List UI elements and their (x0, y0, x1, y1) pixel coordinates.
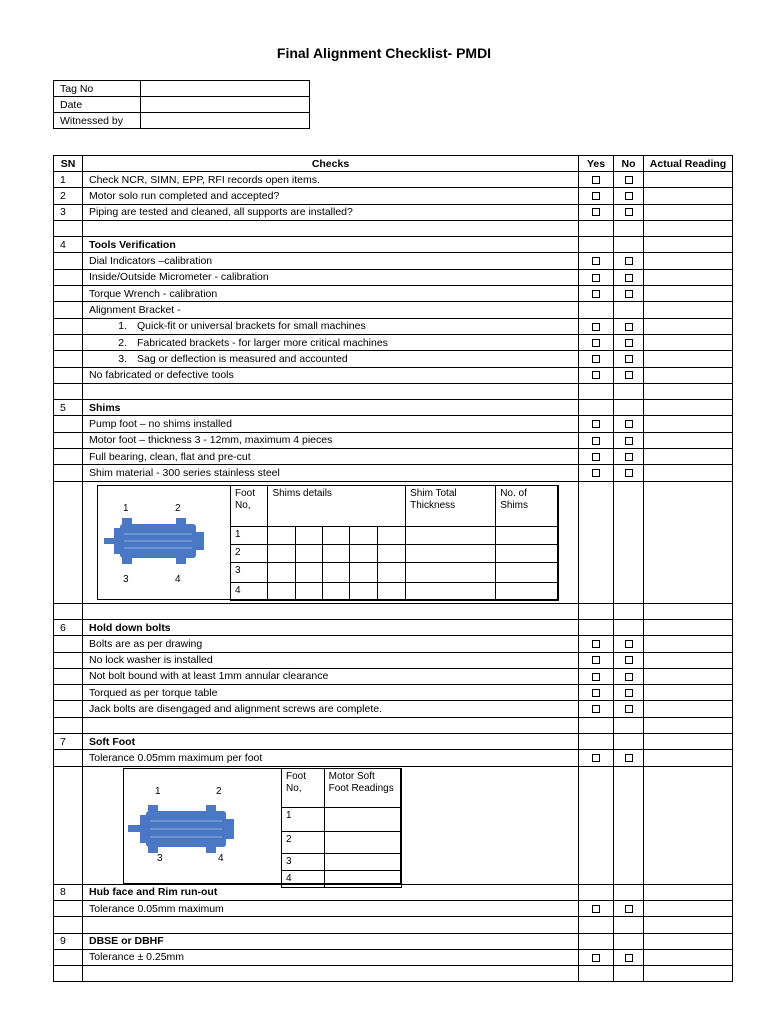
checkbox-icon[interactable] (625, 453, 633, 461)
yes-cell[interactable] (579, 286, 614, 302)
check-text: Jack bolts are disengaged and alignment screws are complete. (83, 701, 579, 717)
foot-no: 1 (282, 807, 325, 831)
no-cell[interactable] (614, 253, 644, 269)
soft-foot-figure (123, 768, 401, 884)
no-cell[interactable] (614, 465, 644, 481)
table-row (54, 701, 733, 717)
actual-reading-cell[interactable] (644, 900, 733, 916)
shim-row (231, 582, 559, 600)
table-row (54, 302, 733, 318)
check-text: Alignment Bracket - (83, 302, 579, 318)
checkbox-icon[interactable] (625, 954, 633, 962)
foot-no: 1 (231, 526, 268, 544)
checkbox-icon[interactable] (625, 673, 633, 681)
spacer-row (54, 383, 733, 399)
foot-no: 2 (231, 544, 268, 562)
checkbox-icon[interactable] (625, 290, 633, 298)
checkbox-icon[interactable] (592, 469, 600, 477)
actual-reading-cell[interactable] (644, 253, 733, 269)
actual-reading-cell[interactable] (644, 750, 733, 766)
check-text: Motor solo run completed and accepted? (83, 188, 579, 204)
row-sn: 8 (54, 884, 83, 900)
no-cell[interactable] (614, 449, 644, 465)
check-text: Piping are tested and cleaned, all supports are installed? (83, 204, 579, 220)
no-cell[interactable] (614, 668, 644, 684)
yes-cell[interactable] (579, 188, 614, 204)
table-row (54, 652, 733, 668)
check-text: Not bolt bound with at least 1mm annular clearance (83, 668, 579, 684)
checkbox-icon[interactable] (592, 656, 600, 664)
no-cell[interactable] (614, 351, 644, 367)
checkbox-icon[interactable] (625, 355, 633, 363)
checkbox-icon[interactable] (592, 192, 600, 200)
section-title: Hub face and Rim run-out (83, 884, 579, 900)
checkbox-icon[interactable] (625, 420, 633, 428)
no-cell[interactable] (614, 652, 644, 668)
spacer-row (54, 603, 733, 619)
actual-reading-cell[interactable] (644, 204, 733, 220)
check-text: Bolts are as per drawing (83, 636, 579, 652)
table-row (54, 685, 733, 701)
checkbox-icon[interactable] (625, 656, 633, 664)
yes-cell[interactable] (579, 685, 614, 701)
actual-reading-cell[interactable] (644, 668, 733, 684)
spacer-row (54, 917, 733, 933)
actual-reading-cell[interactable] (644, 367, 733, 383)
yes-cell[interactable] (579, 668, 614, 684)
table-row (54, 949, 733, 965)
checkbox-icon[interactable] (625, 754, 633, 762)
header-no: No (614, 156, 644, 172)
shims-table (230, 485, 559, 601)
checkbox-icon[interactable] (592, 754, 600, 762)
spacer-row (54, 717, 733, 733)
table-row (54, 253, 733, 269)
checkbox-icon[interactable] (625, 176, 633, 184)
yes-cell[interactable] (579, 269, 614, 285)
checkbox-icon[interactable] (625, 274, 633, 282)
table-row (54, 416, 733, 432)
checkbox-icon[interactable] (625, 323, 633, 331)
actual-reading-cell[interactable] (644, 449, 733, 465)
tag-no-field[interactable] (140, 81, 309, 97)
no-cell[interactable] (614, 204, 644, 220)
no-cell[interactable] (614, 701, 644, 717)
foot-label: 3 (123, 573, 129, 585)
checkbox-icon[interactable] (625, 640, 633, 648)
motor-icon (124, 779, 254, 879)
yes-cell[interactable] (579, 334, 614, 350)
no-cell[interactable] (614, 269, 644, 285)
table-row (54, 318, 733, 334)
check-text: Inside/Outside Micrometer - calibration (83, 269, 579, 285)
actual-reading-cell[interactable] (644, 172, 733, 188)
check-text: Check NCR, SIMN, EPP, RFI records open items. (83, 172, 579, 188)
checkbox-icon[interactable] (625, 371, 633, 379)
checkbox-icon[interactable] (592, 705, 600, 713)
shim-row (231, 526, 559, 544)
actual-reading-cell[interactable] (644, 318, 733, 334)
table-row (54, 432, 733, 448)
row-sn: 6 (54, 619, 83, 635)
checkbox-icon[interactable] (592, 208, 600, 216)
foot-label: 3 (157, 852, 163, 864)
actual-reading-cell[interactable] (644, 416, 733, 432)
table-row (54, 351, 733, 367)
no-cell[interactable] (614, 334, 644, 350)
col-count-header: No. of Shims (496, 485, 559, 526)
checkbox-icon[interactable] (592, 371, 600, 379)
table-row (54, 750, 733, 766)
section-header-row (54, 619, 733, 635)
checkbox-icon[interactable] (592, 339, 600, 347)
date-field[interactable] (140, 97, 309, 113)
section-header-row (54, 933, 733, 949)
row-sn: 7 (54, 734, 83, 750)
shims-figure-row (54, 481, 733, 603)
foot-no: 4 (282, 870, 325, 887)
checkbox-icon[interactable] (592, 673, 600, 681)
table-row (54, 334, 733, 350)
soft-foot-row (282, 831, 402, 853)
no-cell[interactable] (614, 367, 644, 383)
table-row (54, 204, 733, 220)
checkbox-icon[interactable] (592, 355, 600, 363)
soft-foot-row (282, 870, 402, 887)
section-header-row (54, 400, 733, 416)
checkbox-icon[interactable] (592, 689, 600, 697)
info-label: Tag No (54, 81, 141, 97)
no-cell[interactable] (614, 188, 644, 204)
actual-reading-cell[interactable] (644, 351, 733, 367)
row-sn: 5 (54, 400, 83, 416)
checkbox-icon[interactable] (625, 208, 633, 216)
soft-foot-figure-cell (83, 766, 579, 884)
yes-cell[interactable] (579, 465, 614, 481)
actual-reading-cell[interactable] (644, 269, 733, 285)
table-row (54, 900, 733, 916)
table-row (54, 449, 733, 465)
actual-reading-cell[interactable] (644, 286, 733, 302)
row-sn: 9 (54, 933, 83, 949)
checkbox-icon[interactable] (625, 689, 633, 697)
info-row (54, 97, 310, 113)
checks-table (53, 155, 733, 982)
yes-cell[interactable] (579, 949, 614, 965)
actual-reading-cell[interactable] (644, 465, 733, 481)
check-text: Pump foot – no shims installed (83, 416, 579, 432)
foot-label: 2 (216, 785, 222, 797)
no-cell[interactable] (614, 636, 644, 652)
checkbox-icon[interactable] (592, 437, 600, 445)
shims-figure (97, 485, 558, 600)
page-title: Final Alignment Checklist- PMDI (276, 45, 492, 61)
foot-no: 2 (282, 831, 325, 853)
section-title: Shims (83, 400, 579, 416)
checkbox-icon[interactable] (592, 420, 600, 428)
yes-cell[interactable] (579, 367, 614, 383)
yes-cell[interactable] (579, 416, 614, 432)
check-text: Torque Wrench - calibration (83, 286, 579, 302)
yes-cell[interactable] (579, 636, 614, 652)
table-row (54, 172, 733, 188)
yes-cell[interactable] (579, 204, 614, 220)
yes-cell[interactable] (579, 652, 614, 668)
soft-foot-table (281, 768, 402, 888)
foot-label: 4 (175, 573, 181, 585)
col-total-header: Shim Total Thickness (406, 485, 496, 526)
section-title: Hold down bolts (83, 619, 579, 635)
info-row (54, 81, 310, 97)
no-cell[interactable] (614, 286, 644, 302)
row-sn: 2 (54, 188, 83, 204)
header-sn: SN (54, 156, 83, 172)
no-cell[interactable] (614, 949, 644, 965)
no-cell[interactable] (614, 318, 644, 334)
row-sn: 3 (54, 204, 83, 220)
table-row (54, 269, 733, 285)
row-sn: 4 (54, 237, 83, 253)
motor-icon (100, 494, 220, 589)
soft-foot-row (282, 807, 402, 831)
col-foot-header: Foot No, (282, 768, 325, 807)
checkbox-icon[interactable] (625, 437, 633, 445)
header-yes: Yes (579, 156, 614, 172)
info-label: Date (54, 97, 141, 113)
check-text: 2. Fabricated brackets - for larger more critical machines (83, 334, 579, 350)
table-row (54, 188, 733, 204)
foot-label: 1 (155, 785, 161, 797)
checkbox-icon[interactable] (592, 453, 600, 461)
info-row (54, 113, 310, 129)
checkbox-icon[interactable] (592, 954, 600, 962)
actual-reading-cell[interactable] (644, 188, 733, 204)
checkbox-icon[interactable] (592, 640, 600, 648)
foot-label: 1 (123, 502, 129, 514)
checkbox-icon[interactable] (592, 257, 600, 265)
shims-figure-cell (83, 481, 579, 603)
no-cell[interactable] (614, 432, 644, 448)
actual-reading-cell[interactable] (644, 636, 733, 652)
yes-cell[interactable] (579, 253, 614, 269)
table-row (54, 367, 733, 383)
actual-reading-cell[interactable] (644, 701, 733, 717)
foot-no: 3 (231, 562, 268, 582)
shim-row (231, 562, 559, 582)
yes-cell[interactable] (579, 449, 614, 465)
row-sn: 1 (54, 172, 83, 188)
section-header-row (54, 237, 733, 253)
checkbox-icon[interactable] (592, 274, 600, 282)
table-row (54, 636, 733, 652)
checkbox-icon[interactable] (592, 905, 600, 913)
section-title: Soft Foot (83, 734, 579, 750)
yes-cell[interactable] (579, 351, 614, 367)
foot-no: 4 (231, 582, 268, 600)
checkbox-icon[interactable] (625, 469, 633, 477)
section-title: DBSE or DBHF (83, 933, 579, 949)
yes-cell[interactable] (579, 701, 614, 717)
section-header-row (54, 734, 733, 750)
check-text: No lock washer is installed (83, 652, 579, 668)
check-text: Tolerance 0.05mm maximum per foot (83, 750, 579, 766)
no-cell[interactable] (614, 750, 644, 766)
yes-cell[interactable] (579, 318, 614, 334)
check-text: Torqued as per torque table (83, 685, 579, 701)
header-actual-reading: Actual Reading (644, 156, 733, 172)
table-row (54, 668, 733, 684)
col-shims-header: Shims details (268, 485, 406, 526)
witnessed-by-field[interactable] (140, 113, 309, 129)
foot-label: 2 (175, 502, 181, 514)
table-row (54, 286, 733, 302)
no-cell[interactable] (614, 172, 644, 188)
checkbox-icon[interactable] (625, 339, 633, 347)
yes-cell[interactable] (579, 172, 614, 188)
col-foot-header: Foot No, (231, 485, 268, 526)
check-text: Tolerance 0.05mm maximum (83, 900, 579, 916)
checkbox-icon[interactable] (592, 290, 600, 298)
check-text: Tolerance ± 0.25mm (83, 949, 579, 965)
header-checks: Checks (83, 156, 579, 172)
check-text: No fabricated or defective tools (83, 367, 579, 383)
check-text: 1. Quick-fit or universal brackets for small machines (83, 318, 579, 334)
checkbox-icon[interactable] (592, 323, 600, 331)
col-readings-header: Motor Soft Foot Readings (324, 768, 401, 807)
check-text: Dial Indicators –calibration (83, 253, 579, 269)
no-cell[interactable] (614, 900, 644, 916)
yes-cell[interactable] (579, 432, 614, 448)
table-row (54, 465, 733, 481)
info-label: Witnessed by (54, 113, 141, 129)
actual-reading-cell[interactable] (644, 652, 733, 668)
info-table (53, 80, 310, 129)
actual-reading-cell[interactable] (644, 949, 733, 965)
section-title: Tools Verification (83, 237, 579, 253)
checkbox-icon[interactable] (592, 176, 600, 184)
yes-cell[interactable] (579, 750, 614, 766)
check-text: 3. Sag or deflection is measured and accounted (83, 351, 579, 367)
spacer-row (54, 220, 733, 236)
actual-reading-cell[interactable] (644, 432, 733, 448)
soft-foot-row (282, 853, 402, 870)
no-cell[interactable] (614, 416, 644, 432)
check-text: Shim material - 300 series stainless steel (83, 465, 579, 481)
checkbox-icon[interactable] (625, 192, 633, 200)
no-cell[interactable] (614, 685, 644, 701)
check-text: Full bearing, clean, flat and pre-cut (83, 449, 579, 465)
soft-foot-figure-row (54, 766, 733, 884)
checkbox-icon[interactable] (625, 257, 633, 265)
check-text: Motor foot – thickness 3 - 12mm, maximum 4 pieces (83, 432, 579, 448)
table-header (54, 156, 733, 172)
shim-row (231, 544, 559, 562)
foot-no: 3 (282, 853, 325, 870)
spacer-row (54, 966, 733, 982)
actual-reading-cell[interactable] (644, 334, 733, 350)
checkbox-icon[interactable] (625, 905, 633, 913)
yes-cell[interactable] (579, 900, 614, 916)
checkbox-icon[interactable] (625, 705, 633, 713)
foot-label: 4 (218, 852, 224, 864)
actual-reading-cell[interactable] (644, 685, 733, 701)
